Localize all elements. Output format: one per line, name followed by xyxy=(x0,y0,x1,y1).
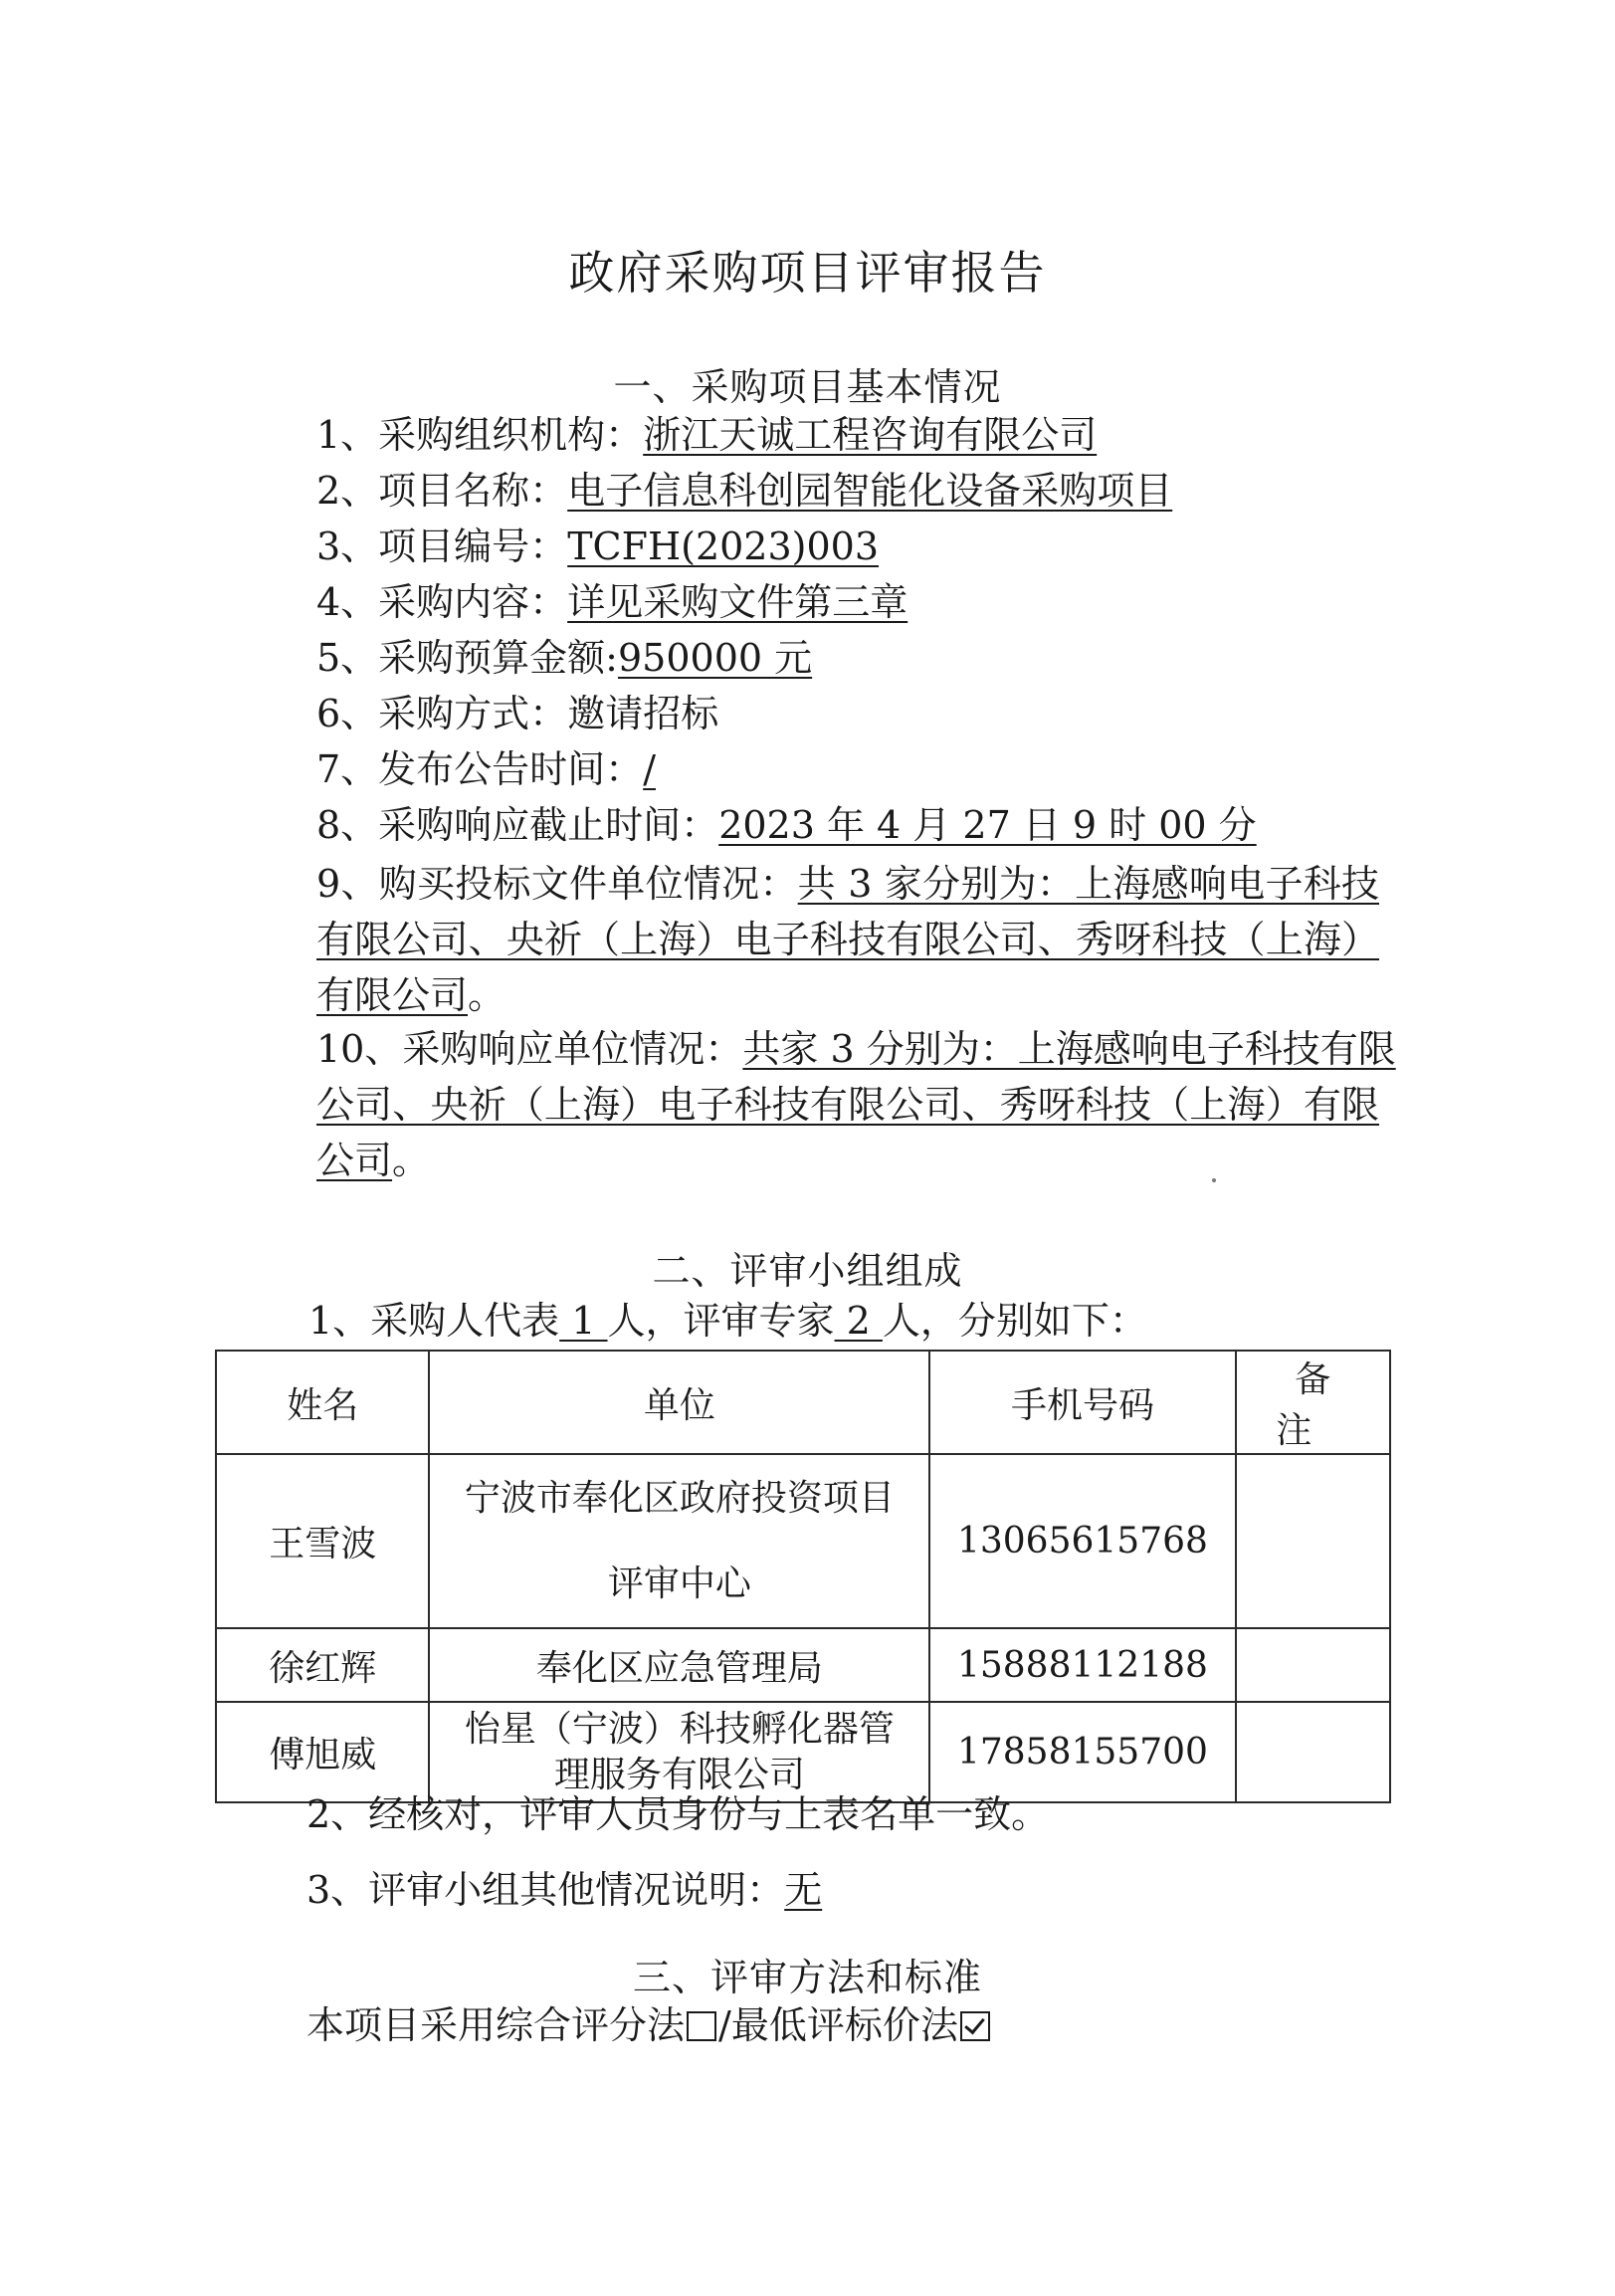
lowest-price-checkbox[interactable] xyxy=(960,2011,990,2041)
evaluation-method xyxy=(306,2002,992,2048)
item-value: 详见采购文件第三章 xyxy=(567,580,908,624)
section2-heading: 二、评审小组组成 xyxy=(652,1249,963,1293)
item-label: 1、采购组织机构： xyxy=(316,413,644,457)
cell-name: 徐红辉 xyxy=(216,1628,429,1702)
item-value: 共 3 家分别为：上海感响电子科技 xyxy=(797,862,1379,906)
unit-line: 怡星（宁波）科技孵化器管 xyxy=(464,1708,895,1750)
item-label: 8、采购响应截止时间： xyxy=(316,803,719,847)
unit-line: 宁波市奉化区政府投资项目 xyxy=(464,1477,895,1519)
item-content xyxy=(316,579,908,625)
reviewer-table xyxy=(215,1350,1391,1803)
cell-phone: 15888112188 xyxy=(929,1628,1235,1702)
item-value: 有限公司 xyxy=(316,973,469,1017)
header-note-label: 备注 xyxy=(1276,1359,1369,1451)
item-announce-time xyxy=(316,746,656,792)
item-label: 10、采购响应单位情况： xyxy=(316,1027,743,1071)
item-deadline xyxy=(316,802,1257,848)
item-label: 3、项目编号： xyxy=(316,524,568,568)
cell-phone: 13065615768 xyxy=(929,1454,1235,1628)
verification-note: 2、经核对，评审人员身份与上表名单一致。 xyxy=(306,1792,1050,1836)
item-budget xyxy=(316,635,812,681)
header-phone: 手机号码 xyxy=(929,1351,1235,1454)
item-end: 。 xyxy=(468,973,506,1017)
item-label: 3、评审小组其他情况说明： xyxy=(306,1868,785,1912)
other-notes xyxy=(306,1867,822,1913)
item-value: 公司 xyxy=(316,1139,393,1182)
intro-text: 1、采购人代表 xyxy=(308,1299,560,1343)
item-value: 公司、央祈（上海）电子科技有限公司、秀呀科技（上海）有限 xyxy=(316,1083,1379,1127)
unit-line: 评审中心 xyxy=(607,1563,751,1604)
cell-note xyxy=(1236,1454,1390,1628)
item-method xyxy=(316,691,718,736)
panel-intro xyxy=(308,1298,1147,1344)
section1-heading: 一、采购项目基本情况 xyxy=(613,365,1002,409)
table-header-row xyxy=(216,1351,1390,1454)
item-label: 9、购买投标文件单位情况： xyxy=(316,862,798,906)
item-label: 7、发布公告时间： xyxy=(316,747,644,791)
item-row xyxy=(316,912,1379,967)
item-label: 2、项目名称： xyxy=(316,469,568,513)
header-unit: 单位 xyxy=(429,1351,929,1454)
header-name: 姓名 xyxy=(216,1351,429,1454)
item-project-name xyxy=(316,468,1172,514)
table-row xyxy=(216,1702,1390,1802)
item-value: TCFH(2023)003 xyxy=(567,524,880,568)
item-row xyxy=(316,1021,1396,1077)
cell-note xyxy=(1236,1628,1390,1702)
expert-count: 2 xyxy=(834,1299,883,1343)
item-value: 无 xyxy=(784,1868,823,1912)
cell-phone: 17858155700 xyxy=(929,1702,1235,1802)
item-value: 共家 3 分别为：上海感响电子科技有限 xyxy=(742,1027,1396,1071)
item-value: 电子信息科创园智能化设备采购项目 xyxy=(567,469,1173,513)
cell-unit xyxy=(429,1454,929,1628)
item-value: 有限公司、央祈（上海）电子科技有限公司、秀呀科技（上海） xyxy=(316,918,1379,961)
report-title: 政府采购项目评审报告 xyxy=(568,246,1047,300)
rep-count: 1 xyxy=(559,1299,608,1343)
section3-heading: 三、评审方法和标准 xyxy=(632,1956,982,1999)
header-note xyxy=(1236,1351,1390,1454)
cell-unit: 奉化区应急管理局 xyxy=(429,1628,929,1702)
cell-name: 傅旭威 xyxy=(216,1702,429,1802)
method-lowest-label: /最低评标价法 xyxy=(718,2003,958,2047)
item-label: 4、采购内容： xyxy=(316,580,568,624)
item-value: / xyxy=(643,747,656,791)
item-project-number xyxy=(316,523,879,569)
item-value: 950000 元 xyxy=(617,636,813,680)
table-row xyxy=(216,1628,1390,1702)
intro-text: 人，评审专家 xyxy=(607,1299,835,1343)
table-row xyxy=(216,1454,1390,1628)
intro-text: 人，分别如下： xyxy=(882,1299,1147,1343)
method-comprehensive-label: 本项目采用综合评分法 xyxy=(306,2003,686,2047)
item-row xyxy=(316,1133,1379,1188)
item-label: 6、采购方式： xyxy=(316,692,568,735)
item-row xyxy=(316,856,1379,912)
item-value: 浙江天诚工程咨询有限公司 xyxy=(643,413,1098,457)
comprehensive-checkbox[interactable] xyxy=(687,2011,716,2041)
item-row xyxy=(316,967,1379,1023)
cell-name: 王雪波 xyxy=(216,1454,429,1628)
item-organization xyxy=(316,412,1097,458)
unit-line: 理服务有限公司 xyxy=(553,1754,805,1795)
item-value: 2023 年 4 月 27 日 9 时 00 分 xyxy=(718,803,1257,847)
item-end: 。 xyxy=(392,1139,431,1182)
cell-unit xyxy=(429,1702,929,1802)
item-value: 邀请招标 xyxy=(567,692,719,735)
item-responders xyxy=(316,1021,1396,1188)
cell-note xyxy=(1236,1702,1390,1802)
item-label: 5、采购预算金额: xyxy=(316,636,618,680)
item-purchasers xyxy=(316,856,1379,1023)
item-row xyxy=(316,1077,1379,1133)
scan-speck xyxy=(1212,1178,1216,1182)
